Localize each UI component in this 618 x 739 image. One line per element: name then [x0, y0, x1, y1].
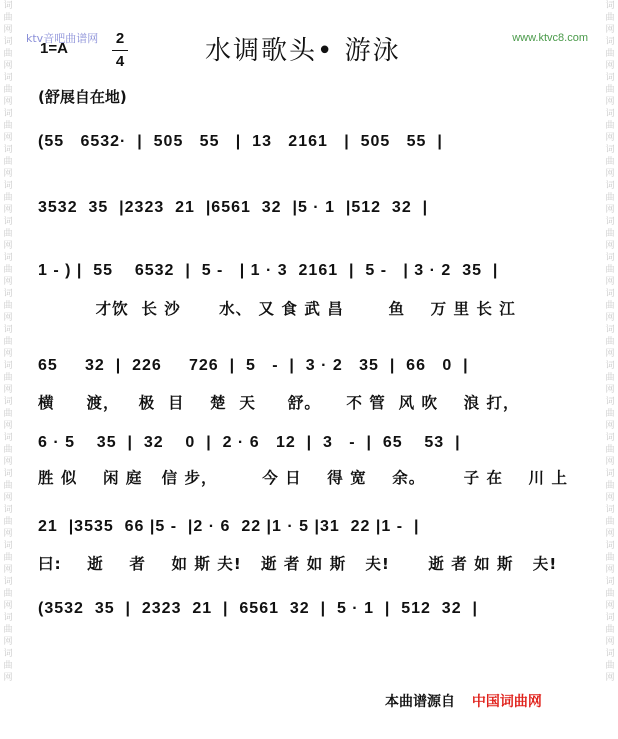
song-title: 水调歌头• 游泳: [205, 36, 401, 66]
staff-row-7: [38, 600, 593, 640]
watermark-site-left: ktv音吧曲谱网: [26, 32, 99, 45]
notation-line: 3532 35 |2323 21 |6561 32 |5 · 1 |512 32 |: [38, 199, 429, 216]
watermark-site-right: www.ktvc8.com: [512, 32, 588, 44]
notation-line: (55 6532· | 505 55 | 13 2161 | 505 55 |: [38, 133, 443, 150]
time-signature-bottom: 4: [112, 50, 128, 73]
notation-line: (3532 35 | 2323 21 | 6561 32 | 5 · 1 | 512 32 |: [38, 600, 478, 617]
staff-row-2: [38, 199, 593, 239]
lyrics-line-3: 胜 似 闲 庭 信 步， 今 日 得 宽 余。 子 在 川 上: [38, 469, 568, 487]
lyrics-line-4: 曰: 逝 者 如 斯 夫! 逝 者 如 斯 夫! 逝 者 如 斯 夫!: [38, 555, 558, 573]
notation-line: 65 32 | 226 726 | 5 - | 3 · 2 35 | 66 0 |: [38, 357, 469, 374]
notation-line: 6 · 5 35 | 32 0 | 2 · 6 12 | 3 - | 65 53 |: [38, 434, 461, 451]
lyrics-line-2: 横 渡， 极 目 楚 天 舒。 不 管 风 吹 浪 打，: [38, 394, 520, 412]
key-signature: 1=A: [40, 40, 68, 57]
staff-row-3: [38, 262, 593, 302]
footer-source-label: 本曲谱源自: [385, 694, 455, 710]
footer-site-link[interactable]: 中国词曲网: [471, 694, 542, 710]
tempo-marking: (舒展自在地): [38, 88, 127, 106]
notation-line: 21 |3535 66 |5 - |2 · 6 22 |1 · 5 |31 22 |1 - |: [38, 518, 420, 535]
side-watermark-right: 词曲网词曲网词曲网词曲网词曲网词曲网词曲网词曲网词曲网词曲网词曲网词曲网词曲网词曲网词曲网词曲网词曲网词曲网词曲网: [605, 1, 615, 683]
footer-credit: [385, 691, 542, 711]
lyrics-line-1: 才饮 长 沙 水、 又 食 武 昌 鱼 万 里 长 江: [38, 300, 516, 318]
time-signature: [112, 28, 128, 73]
notation-line: 1 - ) | 55 6532 | 5 - | 1 · 3 2161 | 5 - | 3 · 2 35 |: [38, 262, 499, 279]
side-watermark-left: 词曲网词曲网词曲网词曲网词曲网词曲网词曲网词曲网词曲网词曲网词曲网词曲网词曲网词曲网词曲网词曲网词曲网词曲网词曲网: [3, 1, 13, 683]
time-signature-top: 2: [115, 30, 125, 47]
staff-row-1: [38, 133, 593, 173]
